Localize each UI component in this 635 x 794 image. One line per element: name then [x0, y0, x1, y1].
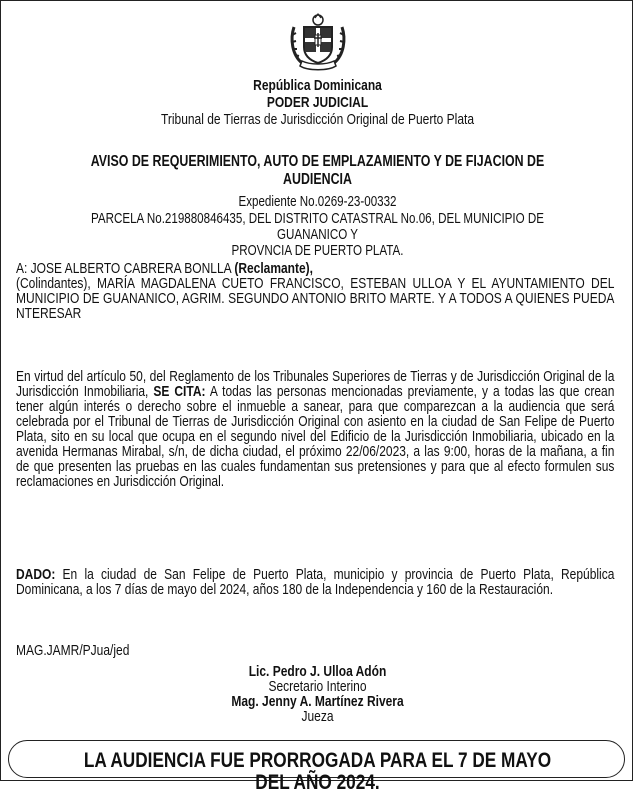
addressee-line	[16, 261, 614, 276]
summons-text: A todas las personas mencionadas previamente, y a todas las que crean tener algún interés o derecho sobre el inmueble a sanear, para que comparezcan a la audiencia que será celebrada por el Tribunal de Tierras de Jurisdicción Original con asiento en la ciudad de San Felipe de Puerto Plata, sito en su local que ocupa en el segundo nivel del Edificio de la Jurisdicción Inmobiliaria, ubicado en la avenida Hermanas Mirabal, s/n, de dicha ciudad, el próximo 22/06/2023, a las 9:00, horas de la mañana, a fin de que presenten las pruebas en las cuales fundamentan sus pretensiones y para que al efecto formulen sus reclamaciones en Jurisdicción Original.	[16, 383, 615, 490]
postponement-text: LA AUDIENCIA FUE PRORROGADA PARA EL 7 DE MAYO DEL AÑO 2024.	[83, 749, 552, 794]
court-name: Tribunal de Tierras de Jurisdicción Original de Puerto Plata	[160, 111, 475, 128]
parcel-line-1: PARCELA No.219880846435, DEL DISTRITO CATASTRAL No.06, DEL MUNICIPIO DE GUANANICO Y	[90, 211, 545, 243]
adjoining-owners: (Colindantes), MARÍA MAGDALENA CUETO FRANCISCO, ESTEBAN ULLOA Y EL AYUNTAMIENTO DEL MUNICIPIO DE GUANANICO, AGRIM. SEGUNDO ANTONIO BRITO MARTE. Y A TODOS A QUIENES PUEDA NTERESAR	[16, 275, 615, 322]
reference-code: MAG.JAMR/PJua/jed	[16, 642, 130, 659]
postponement-banner	[8, 740, 625, 794]
addressee-name: A: JOSE ALBERTO CABRERA BONLLA	[16, 260, 235, 277]
parcel-description	[64, 211, 570, 259]
coat-of-arms-icon	[288, 11, 348, 73]
secretary-name: Lic. Pedro J. Ulloa Adón	[248, 663, 387, 680]
summons-paragraph	[16, 369, 614, 489]
dado-text: En la ciudad de San Felipe de Puerto Plata, municipio y provincia de Puerto Plata, República Dominicana, a los 7 días de mayo del 2024, años 180 de la Independencia y 160 de la Restauración.	[16, 566, 615, 598]
dado-paragraph	[16, 567, 614, 597]
addressee-role: (Reclamante),	[234, 260, 314, 277]
notice-title: AVISO DE REQUERIMIENTO, AUTO DE EMPLAZAMIENTO Y DE FIJACION DE AUDIENCIA	[90, 153, 545, 188]
judicial-branch: PODER JUDICIAL	[266, 94, 369, 111]
se-cita-label: SE CITA:	[153, 383, 206, 400]
secretary-title: Secretario Interino	[268, 678, 367, 695]
country-name: República Dominicana	[253, 77, 382, 94]
summons-intro: En virtud del artículo 50, del Reglamento de los Tribunales Superiores de Tierras y de Jurisdicción Original de la Jurisdicción Inmobiliaria,	[16, 368, 615, 400]
case-number: Expediente No.0269-23-00332	[238, 194, 397, 210]
dado-label: DADO:	[16, 566, 56, 583]
judge-name: Mag. Jenny A. Martínez Rivera	[231, 693, 404, 710]
judge-title: Jueza	[301, 708, 334, 725]
parcel-line-2: PROVNCIA DE PUERTO PLATA.	[231, 243, 404, 259]
